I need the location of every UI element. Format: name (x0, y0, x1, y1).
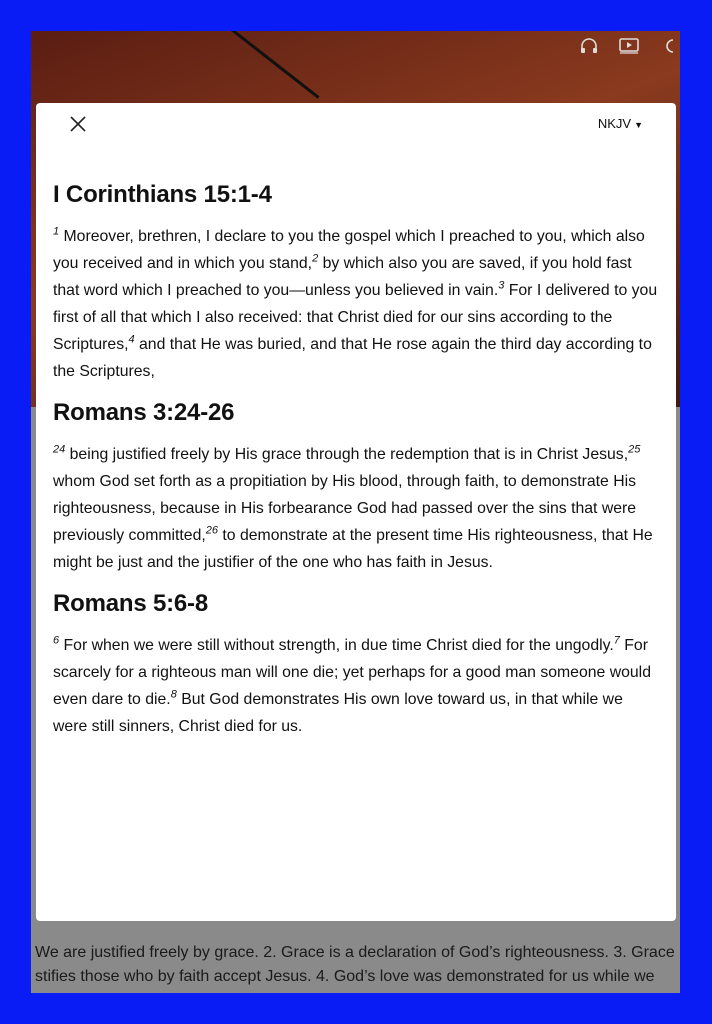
verse-number: 2 (312, 252, 319, 265)
summary-line-1: We are justified freely by grace. 2. Grace is a declaration of God’s righteousness. 3. Grace (35, 944, 675, 961)
verse-text: whom God set forth as a propitiation by His blood, through faith, to demonstrate His righteousness, because in His forbearance God had passed over the sins that were previously committed, (53, 473, 637, 544)
verse-number: 4 (128, 333, 135, 346)
verse-text: But God demonstrates His own love toward us, in that while we were still sinners, Christ died for us. (53, 691, 623, 735)
verse-text: by which also you are saved, if you hold fast that word which I preached to you—unless you believed in vain. (53, 255, 632, 299)
passage-reference: Romans 5:6-8 (53, 590, 208, 617)
verse-number: 26 (205, 524, 219, 537)
media-toolbar (578, 35, 680, 57)
scripture-modal (36, 103, 676, 921)
verse-text: being justified freely by His grace through the redemption that is in Christ Jesus, (69, 446, 629, 463)
verse-number: 24 (53, 443, 66, 456)
verse-text: For when we were still without strength, in due time Christ died for the ungodly. (63, 637, 614, 654)
verse-number: 7 (613, 634, 620, 647)
passage (53, 590, 659, 740)
verse-number: 8 (170, 688, 177, 701)
passage-reference: I Corinthians 15:1-4 (53, 181, 272, 208)
background-summary (31, 941, 680, 989)
verse-number: 6 (53, 634, 60, 647)
close-icon[interactable] (69, 115, 87, 133)
hero-decoration (231, 31, 320, 99)
verse-text: Moreover, brethren, I declare to you the gospel which I preached to you, which also you received and in which you stand, (53, 228, 645, 272)
passage-text (53, 441, 659, 576)
verse-text: For I delivered to you first of all that which I also received: that Christ died for our sins according to the Scriptures, (53, 282, 658, 353)
verse-number: 3 (498, 279, 505, 292)
passage-text (53, 223, 659, 385)
verse-text: For scarcely for a righteous man will one die; yet perhaps for a good man someone would even dare to die. (53, 637, 651, 708)
caret-down-icon: ▼ (634, 120, 643, 130)
video-icon[interactable] (618, 35, 640, 57)
headphones-icon[interactable] (578, 35, 600, 57)
version-selector[interactable] (598, 116, 643, 131)
verse-number: 1 (53, 225, 60, 238)
passage-text (53, 632, 659, 740)
passage (53, 181, 659, 385)
modal-header (53, 103, 659, 143)
version-label: NKJV (597, 116, 632, 131)
verse-number: 25 (628, 443, 641, 456)
verse-text: to demonstrate at the present time His righteousness, that He might be just and the justifier of the one who has faith in Jesus. (53, 527, 653, 571)
passage (53, 399, 659, 576)
verse-text: and that He was buried, and that He rose again the third day according to the Scriptures, (53, 336, 652, 380)
more-icon[interactable] (658, 35, 680, 57)
summary-line-2: stifies those who by faith accept Jesus. 4. God’s love was demonstrated for us while we (35, 968, 655, 985)
passage-reference: Romans 3:24-26 (53, 399, 235, 426)
